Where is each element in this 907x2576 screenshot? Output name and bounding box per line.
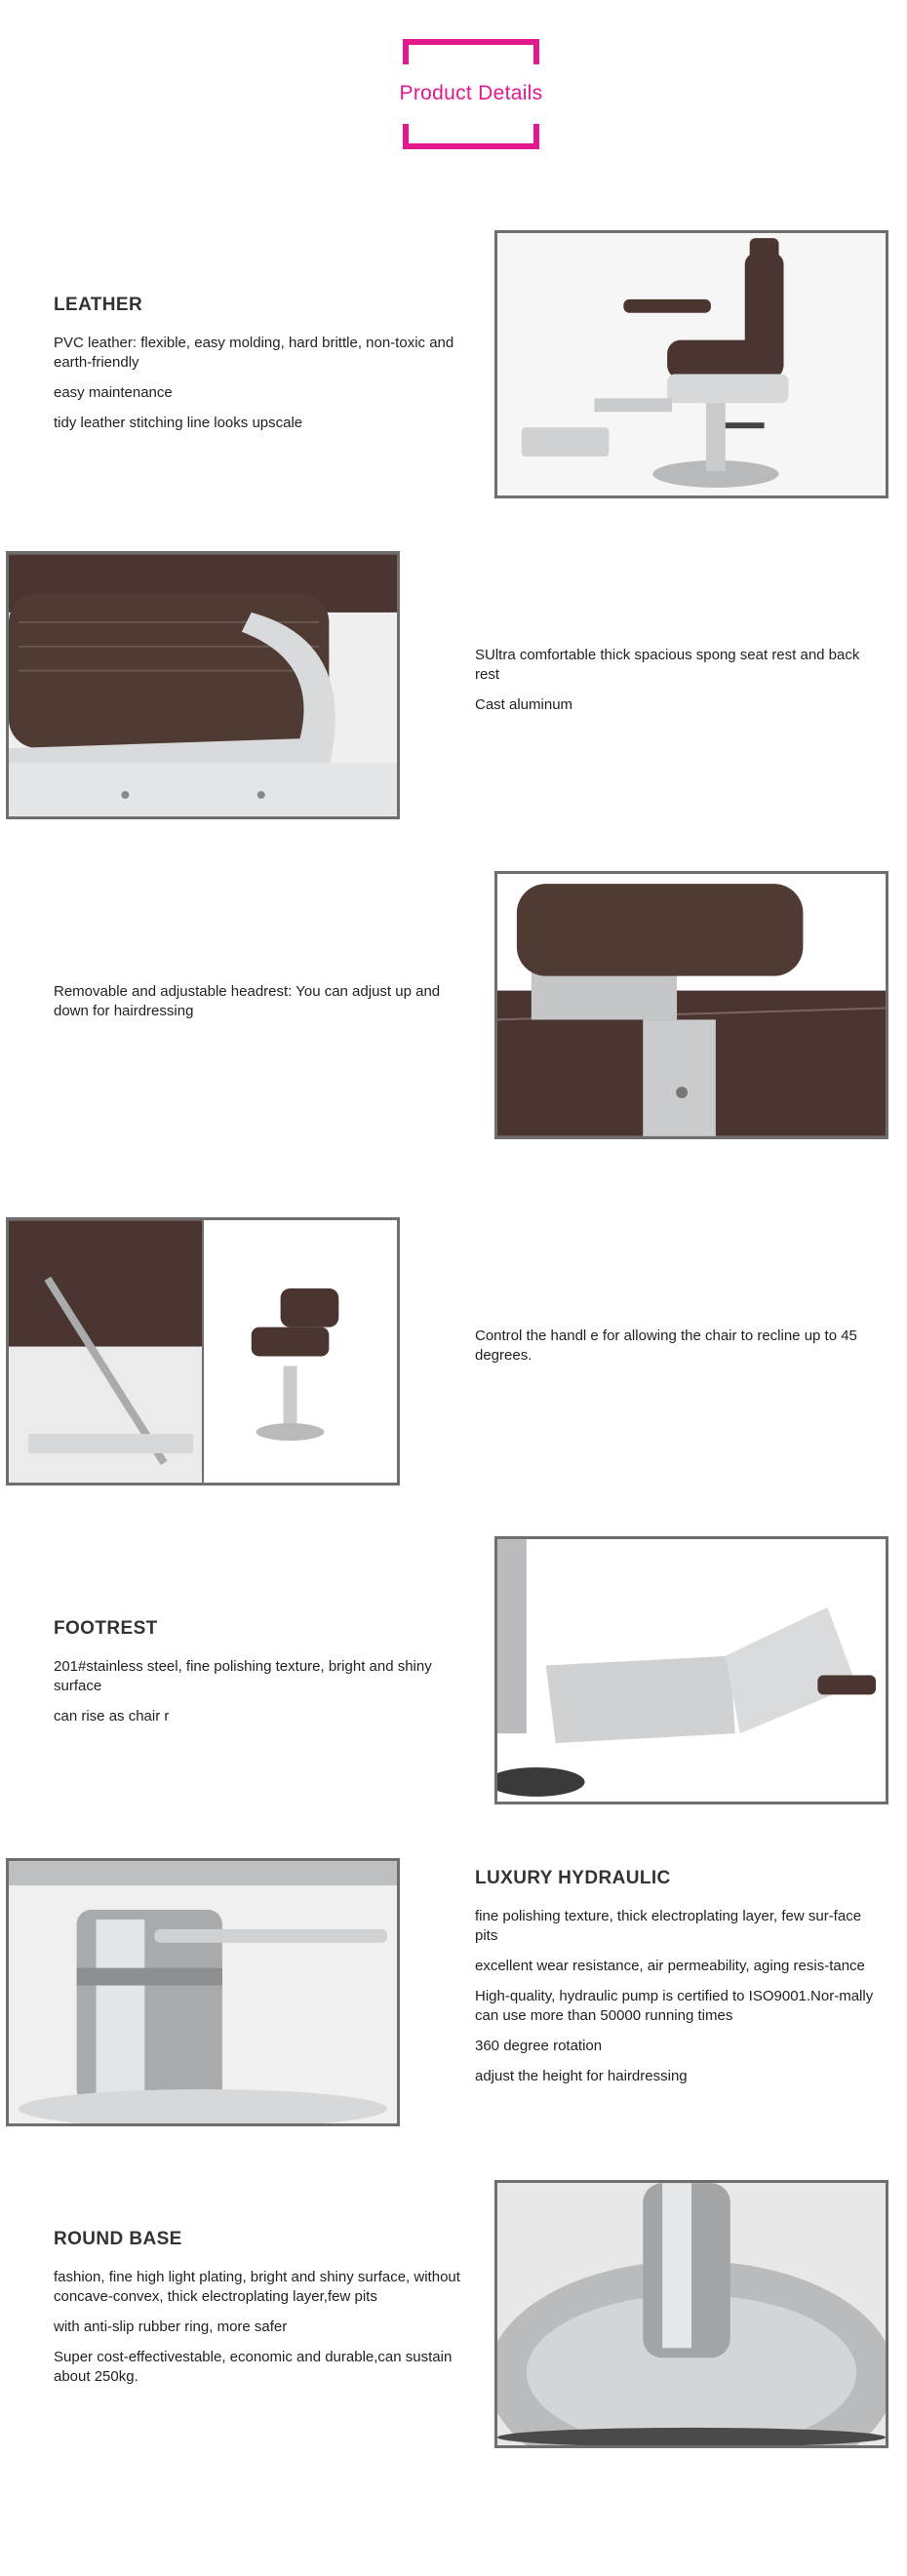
section-line: SUltra comfortable thick spacious spong seat rest and back rest xyxy=(475,647,860,683)
section-line: Cast aluminum xyxy=(475,696,573,713)
section-headrest-text xyxy=(54,982,463,1032)
product-details-header xyxy=(399,39,543,149)
section-line: adjust the height for hairdressing xyxy=(475,2068,688,2084)
header-bracket-bottom xyxy=(403,124,539,149)
section-title: LEATHER xyxy=(54,295,143,315)
section-line: High-quality, hydraulic pump is certified to ISO9001.Nor-mally can use more than 50000 running times xyxy=(475,1988,874,2024)
section-leather-text xyxy=(54,295,463,444)
section-line: Removable and adjustable headrest: You can adjust up and down for hairdressing xyxy=(54,983,441,1019)
headrest-illustration xyxy=(497,874,886,1136)
recline-handle-illustration xyxy=(9,1220,397,1483)
section-line: with anti-slip rubber ring, more safer xyxy=(54,2318,288,2335)
section-line: can rise as chair r xyxy=(54,1708,170,1724)
page-title: Product Details xyxy=(399,82,543,104)
section-line: tidy leather stitching line looks upscale xyxy=(54,415,303,431)
section-seat-text xyxy=(475,646,885,726)
section-title: FOOTREST xyxy=(54,1618,158,1639)
section-round-base-text xyxy=(54,2229,463,2398)
section-line: excellent wear resistance, air permeability, aging resis-tance xyxy=(475,1958,865,1974)
section-line: Control the handl e for allowing the chair to recline up to 45 degrees. xyxy=(475,1328,857,1364)
section-line: fine polishing texture, thick electroplating layer, few sur-face pits xyxy=(475,1908,862,1944)
section-title: LUXURY HYDRAULIC xyxy=(475,1868,671,1888)
image-seat-closeup xyxy=(6,551,400,819)
image-hydraulic-pump xyxy=(6,1858,400,2126)
section-line: 201#stainless steel, fine polishing texture, bright and shiny surface xyxy=(54,1658,432,1694)
image-footrest xyxy=(494,1536,888,1804)
section-line: 360 degree rotation xyxy=(475,2038,603,2054)
image-headrest-closeup xyxy=(494,871,888,1139)
image-barber-chair-side xyxy=(494,230,888,498)
section-line: Super cost-effectivestable, economic and durable,can sustain about 250kg. xyxy=(54,2349,453,2385)
section-line: easy maintenance xyxy=(54,384,173,401)
section-hydraulic-text xyxy=(475,1868,885,2097)
section-line: fashion, fine high light plating, bright and shiny surface, without concave-convex, thick electroplating layer,few pits xyxy=(54,2269,460,2305)
section-recline-text xyxy=(475,1327,885,1376)
hydraulic-illustration xyxy=(9,1861,397,2123)
section-line: PVC leather: flexible, easy molding, hard brittle, non-toxic and earth-friendly xyxy=(54,335,454,371)
round-base-illustration xyxy=(497,2183,886,2445)
section-title: ROUND BASE xyxy=(54,2229,182,2249)
image-recline-handle xyxy=(6,1217,400,1486)
header-bracket-top xyxy=(403,39,539,64)
section-footrest-text xyxy=(54,1618,463,1737)
image-round-base xyxy=(494,2180,888,2448)
footrest-illustration xyxy=(497,1539,886,1802)
seat-closeup-illustration xyxy=(9,554,397,816)
barber-chair-illustration xyxy=(497,233,886,495)
